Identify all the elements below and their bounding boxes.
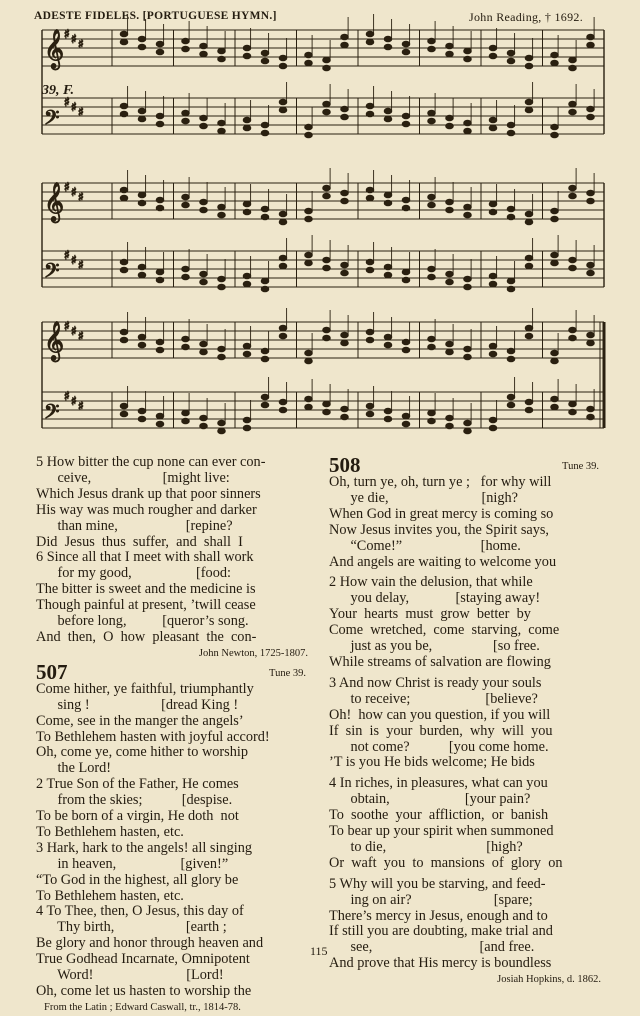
- hymn-507-number: 507: [36, 659, 68, 684]
- hymn-507-tune: Tune 39.: [269, 667, 306, 679]
- left-column: [36, 455, 314, 1016]
- svg-text:♯: ♯: [78, 105, 84, 119]
- verse-line: Be glory and honor through heaven and: [36, 935, 264, 952]
- verse-line: obtain, [your pain?: [329, 791, 531, 808]
- verse-line: To Bethlehem hasten with joyful accord!: [36, 728, 270, 745]
- music-notation: [0, 0, 640, 450]
- verse-line: 3 And now Christ is ready your souls: [329, 674, 542, 691]
- svg-text:𝄞: 𝄞: [44, 321, 65, 361]
- verse-line: to receive; [believe?: [329, 690, 538, 707]
- verse-line: There’s mercy in Jesus, enough and to: [329, 907, 548, 924]
- verse-line: sing ! [dread King !: [36, 696, 239, 713]
- verse-line: you delay, [staying away!: [329, 590, 541, 607]
- verse-line: Come, see in the manger the angels’: [36, 712, 244, 729]
- verse-line: ceive, [might live:: [36, 469, 230, 486]
- verse-line: To soothe your affliction, or banish: [329, 807, 549, 824]
- svg-text:♯: ♯: [78, 190, 84, 204]
- tune-number: 39, F.: [42, 83, 75, 98]
- verse-line: When God in great mercy is coming so: [329, 505, 554, 522]
- verse-line: in heaven, [given!”: [36, 855, 229, 872]
- page-number: 115: [310, 944, 328, 958]
- verse-line: Your hearts must grow better by: [329, 606, 531, 623]
- verse-line: Oh, come ye, come hither to worship: [36, 744, 249, 761]
- verse-line: ing on air? [spare;: [329, 891, 533, 908]
- hymn-tune-title: ADESTE FIDELES. [PORTUGUESE HYMN.]: [34, 10, 277, 22]
- svg-text:♯: ♯: [64, 389, 70, 403]
- svg-text:♯: ♯: [78, 258, 84, 272]
- svg-text:♯: ♯: [71, 185, 77, 199]
- hymn-506-continuation: [36, 455, 314, 646]
- verse-line: not come? [you come home.: [329, 738, 549, 755]
- verse-line: 5 Why will you be starving, and feed-: [329, 875, 546, 892]
- verse-line: Come wretched, come starving, come: [329, 622, 560, 639]
- verse-line: 2 How vain the delusion, that while: [329, 574, 533, 591]
- verse-line: the Lord!: [36, 760, 112, 777]
- verse-line: Did Jesus thus suffer, and shall I: [36, 533, 243, 550]
- svg-text:♯: ♯: [71, 32, 77, 46]
- svg-text:♯: ♯: [64, 95, 70, 109]
- svg-text:𝄢: 𝄢: [44, 400, 60, 428]
- svg-text:♯: ♯: [71, 253, 77, 267]
- right-column: [329, 455, 607, 988]
- verse-line: While streams of salvation are flowing: [329, 653, 551, 670]
- svg-text:♯: ♯: [78, 329, 84, 343]
- hymn-506-credit: John Newton, 1725-1807.: [198, 647, 308, 659]
- hymn-508-tune: Tune 39.: [562, 461, 599, 473]
- verse-line: Thy birth, [earth ;: [36, 919, 227, 936]
- verse-line: 2 True Son of the Father, He comes: [36, 776, 239, 793]
- verse-line: “Come!” [home.: [329, 537, 521, 554]
- verse-line: To Bethlehem hasten, etc.: [36, 823, 184, 840]
- verse-line: Come hither, ye faithful, triumphantly: [36, 680, 254, 697]
- verse-line: 6 Since all that I meet with shall work: [36, 549, 254, 566]
- hymn-508-number: 508: [329, 453, 361, 477]
- hymn-508-credit: Josiah Hopkins, d. 1862.: [497, 974, 601, 986]
- verse-line: Which Jesus drank up that poor sinners: [36, 485, 261, 502]
- verse-line: Word! [Lord!: [36, 967, 224, 984]
- verse-line: And prove that His mercy is boundless: [329, 955, 552, 972]
- verse-line: just as you be, [so free.: [329, 638, 540, 655]
- verse-line: To be born of a virgin, He doth not: [36, 808, 239, 825]
- verse-line: His way was much rougher and darker: [36, 501, 257, 518]
- svg-text:𝄢: 𝄢: [44, 106, 60, 134]
- verse-line: Oh, turn ye, oh, turn ye ; for why will: [329, 474, 552, 490]
- hymn-507-credit: From the Latin ; Edward Caswall, tr., 1814-78.: [44, 1001, 241, 1013]
- verse-line: Though painful at present, ’twill cease: [36, 597, 256, 614]
- svg-text:♯: ♯: [64, 319, 70, 333]
- verse-line: If sin is your burden, why will you: [329, 722, 553, 739]
- verse-line: Oh! how can you question, if you will: [329, 706, 551, 723]
- verse-line: And then, O how pleasant the con-: [36, 628, 257, 645]
- verse-line: 4 To Thee, then, O Jesus, this day of: [36, 903, 244, 920]
- svg-text:♯: ♯: [64, 27, 70, 41]
- svg-text:♯: ♯: [71, 394, 77, 408]
- verse-line: ye die, [nigh?: [329, 489, 519, 506]
- svg-text:♯: ♯: [64, 248, 70, 262]
- verse-line: To Bethlehem hasten, etc.: [36, 887, 184, 904]
- verse-line: Oh, come let us hasten to worship the: [36, 983, 252, 999]
- svg-text:♯: ♯: [64, 180, 70, 194]
- verse-line: 3 Hark, hark to the angels! all singing: [36, 839, 252, 856]
- verse-line: Or waft you to mansions of glory on: [329, 854, 563, 871]
- hymn-507-verses: [36, 682, 314, 1000]
- hymn-508-verses: [329, 475, 607, 972]
- verse-line: ’T is you He bids welcome; He bids: [329, 754, 535, 771]
- svg-text:♯: ♯: [78, 37, 84, 51]
- verse-line: before long, [queror’s song.: [36, 613, 249, 630]
- verse-line: 4 In riches, in pleasures, what can you: [329, 775, 548, 792]
- composer-credit: John Reading, † 1692.: [469, 10, 583, 24]
- verse-line: than mine, [repine?: [36, 517, 233, 534]
- verse-line: Now Jesus invites you, the Spirit says,: [329, 521, 550, 538]
- svg-text:♯: ♯: [71, 324, 77, 338]
- verse-line: True Godhead Incarnate, Omnipotent: [36, 951, 250, 968]
- svg-text:𝄞: 𝄞: [44, 182, 65, 222]
- verse-line: “To God in the highest, all glory be: [36, 871, 239, 888]
- svg-text:𝄢: 𝄢: [44, 259, 60, 287]
- svg-text:♯: ♯: [71, 100, 77, 114]
- verse-line: The bitter is sweet and the medicine is: [36, 581, 256, 598]
- svg-text:𝄞: 𝄞: [44, 29, 65, 69]
- verse-line: And angels are waiting to welcome you: [329, 553, 557, 570]
- verse-line: 5 How bitter the cup none can ever con-: [36, 454, 266, 470]
- verse-line: from the skies; [despise.: [36, 792, 233, 809]
- svg-text:♯: ♯: [78, 399, 84, 413]
- verse-line: for my good, [food:: [36, 565, 231, 582]
- verse-line: to die, [high?: [329, 838, 523, 855]
- verse-line: If still you are doubting, make trial and: [329, 923, 553, 940]
- verse-line: see, [and free.: [329, 939, 535, 956]
- verse-line: To bear up your spirit when summoned: [329, 823, 554, 840]
